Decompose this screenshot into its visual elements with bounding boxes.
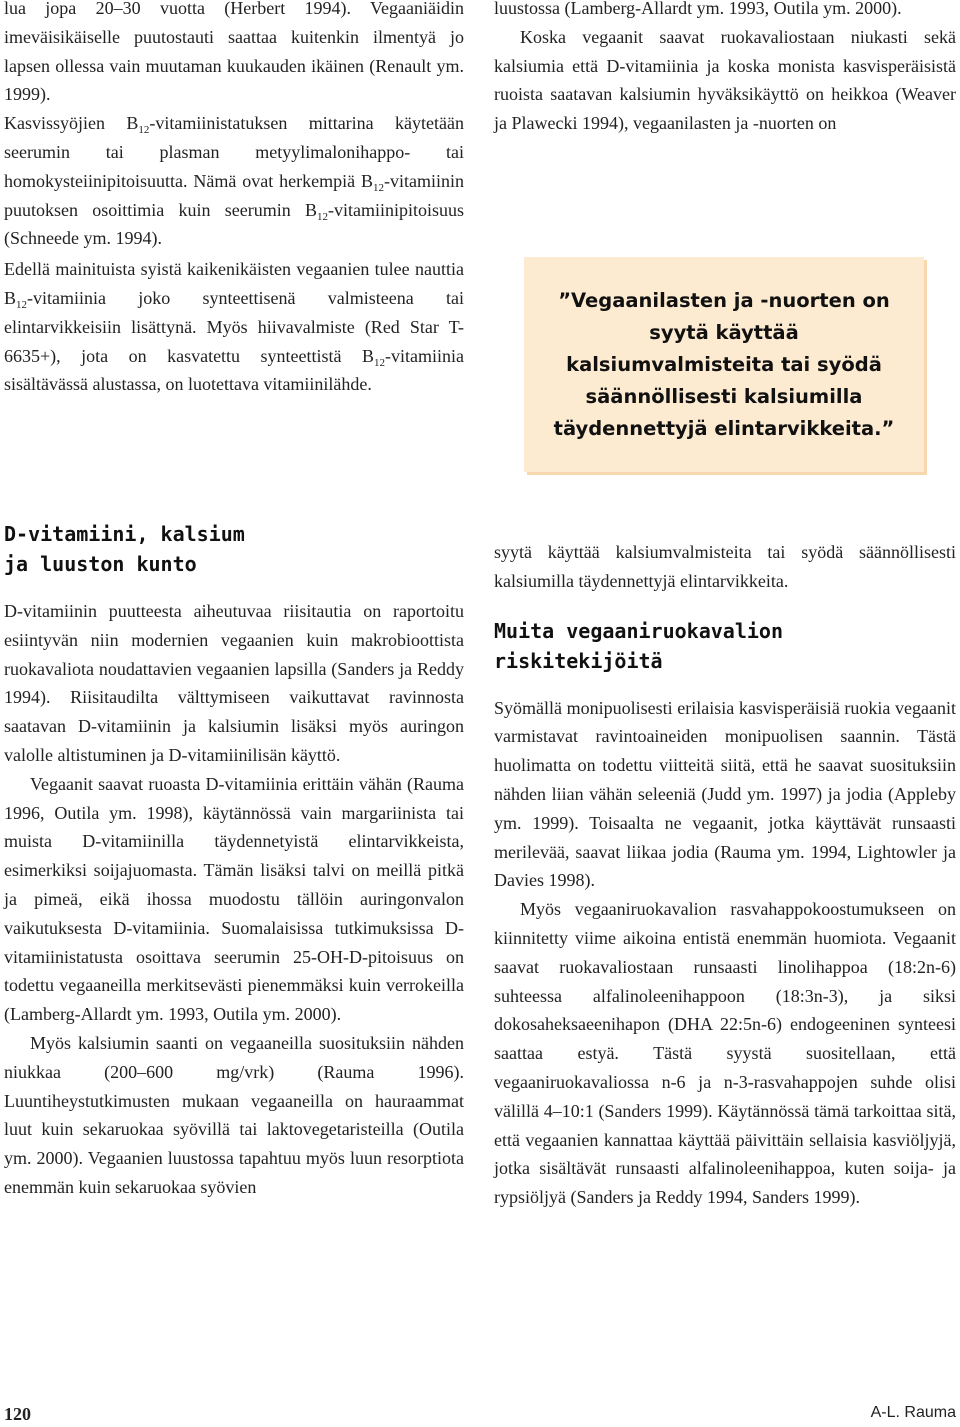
paragraph: Vegaanit saavat ruoasta D-vitamiinia erittäin vähän (Rauma 1996, Outila ym. 1998), käytännössä vain margariinista tai muista D-vitamiinilla täydennetyistä elintarvikkeista, esimerkiksi soijajuomasta. Tämän lisäksi talvi on meillä pitkä ja pimeä, eikä ihossa muodostu tällöin auringonvalon vaikutuksesta D-vitamiinia. Suomalaisissa tutkimuksissa D-vitamiinistatusta osoittava seerumin 25-OH-D-pitoisuus on todettu vegaaneilla merkitsevästi pienemmäksi kuin verrokeilla (Lamberg-Allardt ym. 1993, Outila ym. 2000). <box>4 773 464 1025</box>
section-heading: Muita vegaaniruokavalion riskitekijöitä <box>494 618 783 673</box>
pull-quote-text: ”Vegaanilasten ja -nuorten on syytä käyttää kalsiumvalmisteita tai syödä säännöllisesti kalsiumilla täydennettyjä elintarvikkeita.” <box>553 288 895 440</box>
paragraph: Kasvissyöjien $B_{12}$-vitamiinistatuksen mittarina käytetään seerumin tai plasman metyylimalonihappo- tai homokysteiinipitoisuutta. Nämä ovat herkempiä $B_{12}$-vitamiinin puutoksen osoittimia kuin seerumin $B_{12}$-vitamiinipitoisuus (Schneede ym. 1994). <box>4 113 464 249</box>
page-number: 120 <box>4 1404 31 1424</box>
paragraph: Myös vegaaniruokavalion rasvahappokoostumukseen on kiinnitetty viime aikoina entistä enemmän huomiota. Vegaanit saavat ruokavaliostaan runsaasti linolihappoa (18:2n-6) suhteessa alfalinoleenihappoon (18:3n-3), ja siksi dokosaheksaeenihapon (DHA 22:5n-6) endogeeninen synteesi saattaa estyä. Tästä syystä suositellaan, että vegaaniruokavaliossa n-6 ja n-3-rasvahappojen suhde olisi välillä 4–10:1 (Sanders 1999). Käytännössä tämä tarkoittaa sitä, että vegaanien kannattaa käyttää päivittäin sellaisia kasviöljyjä, jotka sisältävät runsaasti alfalinoleenihappoa, kuten soija- ja rypsiöljyä (Sanders ja Reddy 1994, Sanders 1999). <box>494 899 956 1208</box>
section-heading: D-vitamiini, kalsium ja luuston kunto <box>4 522 245 576</box>
pull-quote-box <box>524 257 924 472</box>
column-bottom-right <box>494 538 956 1212</box>
column-bottom-left <box>4 519 464 1202</box>
paragraph: luustossa (Lamberg-Allardt ym. 1993, Outila ym. 2000). <box>494 0 902 18</box>
paragraph: syytä käyttää kalsiumvalmisteita tai syödä säännöllisesti kalsiumilla täydennettyjä elintarvikkeita. <box>494 542 956 591</box>
paragraph: Myös kalsiumin saanti on vegaaneilla suosituksiin nähden niukkaa (200–600 mg/vrk) (Rauma 1996). Luuntiheystutkimusten mukaan vegaaneilla on hauraammat luut kuin sekaruokaa syövillä tai laktovegetaristeilla (Outila ym. 2000). Vegaanien luustossa tapahtuu myös luun resorptiota enemmän kuin sekaruokaa syövien <box>4 1032 464 1197</box>
column-top-right <box>494 0 956 138</box>
column-top-left <box>4 0 464 399</box>
paragraph: Edellä mainituista syistä kaikenikäisten vegaanien tulee nauttia $B_{12}$-vitamiinia joko synteettisenä valmisteena tai elintarvikkeisiin lisättynä. Myös hiivavalmiste (Red Star T-6635+), jota on kasvatettu synteettistä $B_{12}$-vitamiinia sisältävässä alustassa, on luotettava vitamiinilähde. <box>4 259 464 395</box>
paragraph: Koska vegaanit saavat ruokavaliostaan niukasti sekä kalsiumia että D-vitamiinia ja koska monista kasvisperäisistä ruoista saatavan kalsiumin hyväksikäyttö on heikkoa (Weaver ja Plawecki 1994), vegaanilasten ja -nuorten on <box>494 26 956 134</box>
paragraph: lua jopa 20–30 vuotta (Herbert 1994). Vegaaniäidin imeväisikäiselle puutostauti saattaa kuitenkin ilmentyä jo lapsen ollessa vain muutaman kuukauden ikäinen (Renault ym. 1999). <box>4 0 464 105</box>
paragraph: D-vitamiinin puutteesta aiheutuvaa riisitautia on raportoitu esiintyvän niin modernien vegaanien kuin makrobioottista ruokavaliota noudattavien vegaanien lapsilla (Sanders ja Reddy 1994). Riisitaudilta välttymiseen vaikuttavat ravinnosta saatavan D-vitamiinin ja kalsiumin lisäksi myös auringon valolle altistuminen ja D-vitamiinilisän käyttö. <box>4 601 464 765</box>
author-name: A-L. Rauma <box>870 1404 956 1421</box>
paragraph: Syömällä monipuolisesti erilaisia kasvisperäisiä ruokia vegaanit varmistavat ravintoaineiden monipuolisen saannin. Tästä huolimatta on todettu viitteitä siitä, että he saavat suosituksiin nähden liian vähän seleeniä (Judd ym. 1997) ja jodia (Appleby ym. 1999). Toisaalta ne vegaanit, jotka käyttävät runsaasti merilevää, saavat liikaa jodia (Rauma ym. 1994, Lightowler ja Davies 1998). <box>494 697 956 891</box>
